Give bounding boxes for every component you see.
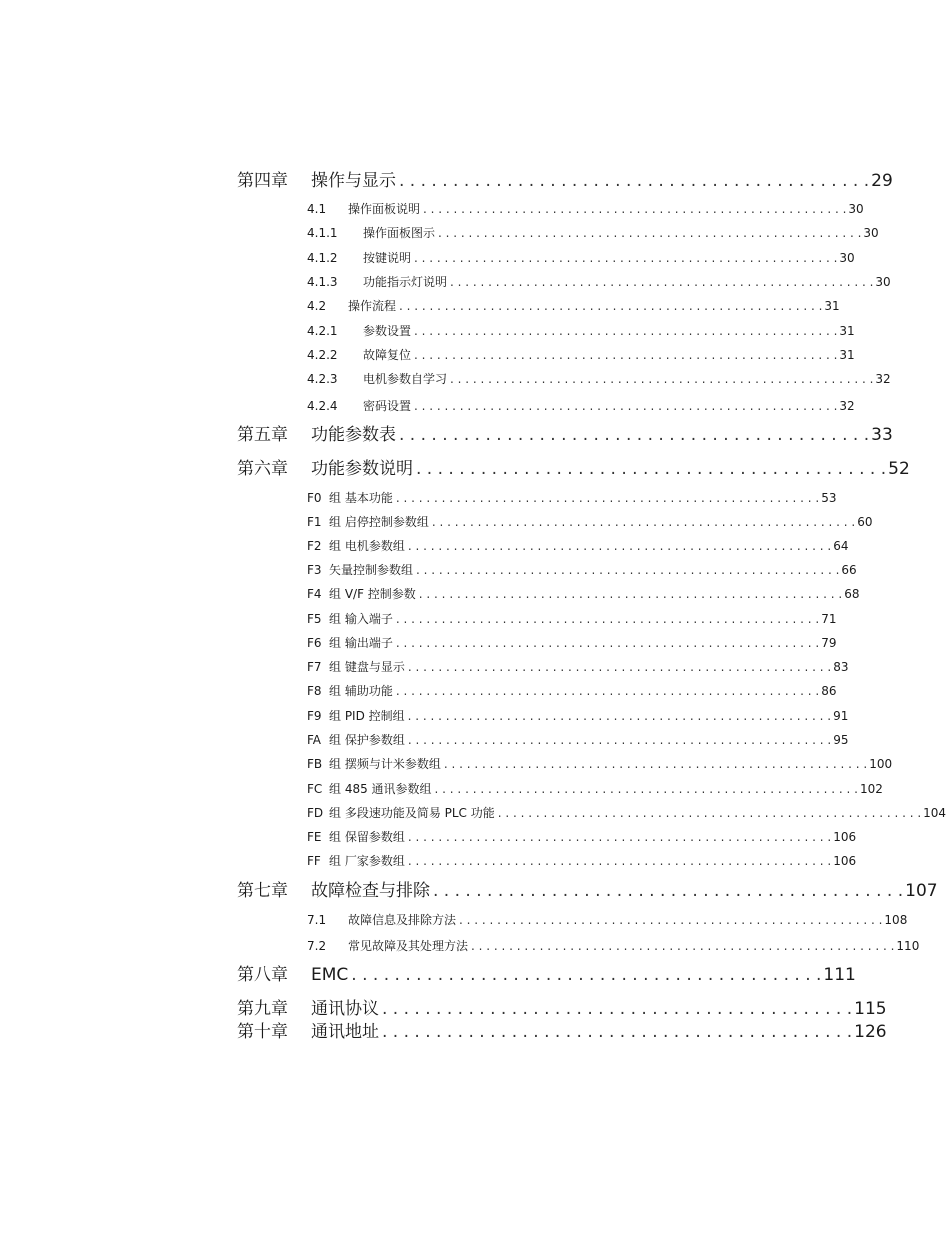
dot-leader: . . . . . . . . . . . . . . . . . . . . . . . . . . . . . . . . . . . . . . . . . . . . . . . . . . . . . . . . <box>497 806 922 820</box>
toc-chapter-entry[interactable] <box>237 994 887 1019</box>
toc-section-entry[interactable] <box>307 489 837 506</box>
toc-section-entry[interactable] <box>307 585 860 602</box>
toc-entry-title: 组 辅助功能 <box>329 684 393 698</box>
toc-entry-number: 4.2.1 <box>307 324 338 338</box>
toc-entry-number: F6 <box>307 636 322 650</box>
dot-leader: . . . . . . . . . . . . . . . . . . . . . . . . . . . . . . . . . . . . . . . . . . . . . . . . . . . . . . . . <box>459 913 883 927</box>
toc-entry-page: 32 <box>839 399 855 413</box>
toc-entry-page: 33 <box>871 425 893 445</box>
dot-leader: . . . . . . . . . . . . . . . . . . . . . . . . . . . . . . . . . . . . . . . . . . . . . . . . . . . . . . . . <box>407 733 832 747</box>
toc-entry-number: FD <box>307 806 324 820</box>
toc-section-entry[interactable] <box>307 610 837 627</box>
toc-entry-title: 电机参数自学习 <box>363 372 448 386</box>
toc-entry-page: 30 <box>863 226 879 240</box>
dot-leader: . . . . . . . . . . . . . . . . . . . . . . . . . . . . . . . . . . . . . . . . . . . . . . . . . . . . . . . . <box>418 587 843 601</box>
toc-section-entry[interactable] <box>307 937 920 954</box>
dot-leader: . . . . . . . . . . . . . . . . . . . . . . . . . . . . . . . . . . . . . . . . . . . . . . . . . . . . . . . . <box>416 563 840 577</box>
dot-leader: . . . . . . . . . . . . . . . . . . . . . . . . . . . . . . . . . . . . . . . . . . . . . . . . . . . . . . . . <box>434 782 858 796</box>
dot-leader: . . . . . . . . . . . . . . . . . . . . . . . . . . . . . . . . . . . . . . . . . . . . . . . . . . . . . . . . <box>471 939 895 953</box>
toc-chapter-entry[interactable] <box>237 454 910 479</box>
toc-entry-page: 106 <box>833 830 857 844</box>
dot-leader: . . . . . . . . . . . . . . . . . . . . . . . . . . . . . . . . . . . . . . . . . . . . . . . . . . . . . . . . <box>414 251 838 265</box>
toc-section-entry[interactable] <box>307 731 849 748</box>
toc-entry-number: 第六章 <box>237 459 288 479</box>
toc-entry-number: F4 <box>307 587 322 601</box>
toc-section-entry[interactable] <box>307 513 873 530</box>
toc-entry-number: 4.2 <box>307 299 327 313</box>
toc-entry-page: 86 <box>821 684 837 698</box>
toc-entry-page: 91 <box>833 709 849 723</box>
toc-section-entry[interactable] <box>307 346 855 363</box>
toc-entry-title: 操作流程 <box>348 299 397 313</box>
toc-entry-page: 107 <box>905 881 938 901</box>
toc-entry-title: 操作面板说明 <box>348 202 421 216</box>
toc-section-entry[interactable] <box>307 537 849 554</box>
toc-entry-number: 第五章 <box>237 425 288 445</box>
toc-entry-page: 30 <box>875 275 891 289</box>
toc-entry-page: 53 <box>821 491 837 505</box>
toc-entry-title: 组 电机参数组 <box>329 539 405 553</box>
toc-entry-title: 组 键盘与显示 <box>329 660 405 674</box>
toc-entry-page: 32 <box>875 372 891 386</box>
toc-section-entry[interactable] <box>307 658 849 675</box>
toc-chapter-entry[interactable] <box>237 166 893 191</box>
toc-entry-title: 故障信息及排除方法 <box>348 913 457 927</box>
toc-entry-number: F1 <box>307 515 322 529</box>
toc-entry-title: 组 PID 控制组 <box>329 709 405 723</box>
toc-entry-number: FC <box>307 782 323 796</box>
toc-entry-title: 功能参数表 <box>311 425 396 445</box>
toc-entry-page: 115 <box>854 999 887 1019</box>
toc-entry-title: 组 输入端子 <box>329 612 393 626</box>
toc-chapter-entry[interactable] <box>237 876 938 901</box>
toc-entry-number: 第八章 <box>237 965 288 985</box>
dot-leader: . . . . . . . . . . . . . . . . . . . . . . . . . . . . . . . . . . . . . . . . . . . . <box>416 459 887 479</box>
toc-entry-number: FA <box>307 733 322 747</box>
toc-entry-title: 参数设置 <box>363 324 412 338</box>
toc-section-entry[interactable] <box>307 224 879 241</box>
toc-entry-page: 64 <box>833 539 849 553</box>
dot-leader: . . . . . . . . . . . . . . . . . . . . . . . . . . . . . . . . . . . . . . . . . . . . . . . . . . . . . . . . <box>407 709 832 723</box>
toc-section-entry[interactable] <box>307 322 855 339</box>
dot-leader: . . . . . . . . . . . . . . . . . . . . . . . . . . . . . . . . . . . . . . . . . . . . . . . . . . . . . . . . <box>450 372 874 386</box>
toc-entry-page: 102 <box>859 782 883 796</box>
toc-entry-page: 83 <box>833 660 849 674</box>
toc-entry-number: 第七章 <box>237 881 288 901</box>
dot-leader: . . . . . . . . . . . . . . . . . . . . . . . . . . . . . . . . . . . . . . . . . . . . . . . . . . . . . . . . <box>431 515 856 529</box>
toc-entry-number: 4.1 <box>307 202 327 216</box>
toc-entry-title: 组 保护参数组 <box>329 733 405 747</box>
toc-chapter-entry[interactable] <box>237 420 893 445</box>
toc-entry-number: 4.1.1 <box>307 226 338 240</box>
dot-leader: . . . . . . . . . . . . . . . . . . . . . . . . . . . . . . . . . . . . . . . . . . . . . . . . . . . . . . . . <box>450 275 874 289</box>
toc-entry-page: 30 <box>848 202 864 216</box>
dot-leader: . . . . . . . . . . . . . . . . . . . . . . . . . . . . . . . . . . . . . . . . . . . . . . . . . . . . . . . . <box>438 226 862 240</box>
toc-section-entry[interactable] <box>307 755 893 772</box>
dot-leader: . . . . . . . . . . . . . . . . . . . . . . . . . . . . . . . . . . . . . . . . . . . . . . . . . . . . . . . . <box>395 684 820 698</box>
toc-entry-page: 29 <box>871 171 893 191</box>
toc-entry-number: F3 <box>307 563 322 577</box>
toc-entry-title: 组 启停控制参数组 <box>329 515 429 529</box>
toc-section-entry[interactable] <box>307 249 855 266</box>
toc-section-entry[interactable] <box>307 297 840 314</box>
toc-entry-number: 4.2.4 <box>307 399 338 413</box>
toc-entry-number: 4.2.3 <box>307 372 338 386</box>
toc-entry-title: 常见故障及其处理方法 <box>348 939 469 953</box>
dot-leader: . . . . . . . . . . . . . . . . . . . . . . . . . . . . . . . . . . . . . . . . . . . . . . . . . . . . . . . . <box>414 348 838 362</box>
toc-entry-title: 组 摆频与计米参数组 <box>329 757 441 771</box>
toc-entry-number: 4.1.3 <box>307 275 338 289</box>
toc-entry-number: 7.2 <box>307 939 327 953</box>
toc-entry-page: 95 <box>833 733 849 747</box>
toc-entry-number: 第十章 <box>237 1022 288 1042</box>
toc-entry-page: 100 <box>869 757 893 771</box>
toc-section-entry[interactable] <box>307 707 849 724</box>
toc-entry-page: 52 <box>888 459 910 479</box>
toc-entry-page: 106 <box>833 854 857 868</box>
toc-entry-number: F0 <box>307 491 322 505</box>
dot-leader: . . . . . . . . . . . . . . . . . . . . . . . . . . . . . . . . . . . . . . . . . . . . . . . . . . . . . . . . <box>414 399 838 413</box>
toc-entry-number: 4.1.2 <box>307 251 338 265</box>
toc-entry-title: 组 输出端子 <box>329 636 393 650</box>
toc-entry-number: F8 <box>307 684 322 698</box>
dot-leader: . . . . . . . . . . . . . . . . . . . . . . . . . . . . . . . . . . . . . . . . . . . . . . . . . . . . . . . . <box>407 854 832 868</box>
toc-entry-title: 组 保留参数组 <box>329 830 405 844</box>
toc-entry-title: EMC <box>311 965 349 985</box>
dot-leader: . . . . . . . . . . . . . . . . . . . . . . . . . . . . . . . . . . . . . . . . . . . . <box>351 965 822 985</box>
toc-entry-number: FE <box>307 830 322 844</box>
dot-leader: . . . . . . . . . . . . . . . . . . . . . . . . . . . . . . . . . . . . . . . . . . . . . . . . . . . . . . . . <box>395 491 820 505</box>
toc-section-entry[interactable] <box>307 682 837 699</box>
toc-entry-number: FB <box>307 757 323 771</box>
dot-leader: . . . . . . . . . . . . . . . . . . . . . . . . . . . . . . . . . . . . . . . . . . . . <box>382 999 853 1019</box>
toc-section-entry[interactable] <box>307 370 891 387</box>
toc-entry-page: 71 <box>821 612 837 626</box>
dot-leader: . . . . . . . . . . . . . . . . . . . . . . . . . . . . . . . . . . . . . . . . . . . . . . . . . . . . . . . . <box>407 660 832 674</box>
toc-section-entry[interactable] <box>307 634 837 651</box>
toc-chapter-entry[interactable] <box>237 960 856 985</box>
toc-entry-page: 79 <box>821 636 837 650</box>
toc-entry-page: 110 <box>896 939 920 953</box>
toc-entry-number: F7 <box>307 660 322 674</box>
dot-leader: . . . . . . . . . . . . . . . . . . . . . . . . . . . . . . . . . . . . . . . . . . . . <box>399 425 870 445</box>
toc-section-entry[interactable] <box>307 273 891 290</box>
toc-entry-title: 通讯地址 <box>311 1022 379 1042</box>
dot-leader: . . . . . . . . . . . . . . . . . . . . . . . . . . . . . . . . . . . . . . . . . . . . <box>433 881 904 901</box>
toc-entry-title: 组 厂家参数组 <box>329 854 405 868</box>
dot-leader: . . . . . . . . . . . . . . . . . . . . . . . . . . . . . . . . . . . . . . . . . . . . . . . . . . . . . . . . <box>443 757 868 771</box>
dot-leader: . . . . . . . . . . . . . . . . . . . . . . . . . . . . . . . . . . . . . . . . . . . . . . . . . . . . . . . . <box>399 299 823 313</box>
toc-entry-title: 通讯协议 <box>311 999 379 1019</box>
toc-entry-title: 矢量控制参数组 <box>329 563 414 577</box>
toc-entry-page: 31 <box>839 348 855 362</box>
toc-section-entry[interactable] <box>307 397 855 414</box>
toc-entry-title: 组 基本功能 <box>329 491 393 505</box>
dot-leader: . . . . . . . . . . . . . . . . . . . . . . . . . . . . . . . . . . . . . . . . . . . . . . . . . . . . . . . . <box>423 202 847 216</box>
toc-entry-title: 密码设置 <box>363 399 412 413</box>
dot-leader: . . . . . . . . . . . . . . . . . . . . . . . . . . . . . . . . . . . . . . . . . . . . . . . . . . . . . . . . <box>407 830 832 844</box>
toc-entry-title: 按键说明 <box>363 251 412 265</box>
dot-leader: . . . . . . . . . . . . . . . . . . . . . . . . . . . . . . . . . . . . . . . . . . . . <box>382 1022 853 1042</box>
toc-entry-page: 126 <box>854 1022 887 1042</box>
dot-leader: . . . . . . . . . . . . . . . . . . . . . . . . . . . . . . . . . . . . . . . . . . . . . . . . . . . . . . . . <box>407 539 832 553</box>
toc-entry-number: 4.2.2 <box>307 348 338 362</box>
toc-chapter-entry[interactable] <box>237 1017 887 1042</box>
toc-section-entry[interactable] <box>307 561 857 578</box>
toc-entry-title: 操作与显示 <box>311 171 396 191</box>
toc-entry-title: 故障复位 <box>363 348 412 362</box>
toc-entry-title: 功能参数说明 <box>311 459 413 479</box>
toc-entry-title: 组 多段速功能及简易 PLC 功能 <box>329 806 495 820</box>
toc-entry-page: 66 <box>841 563 857 577</box>
toc-entry-number: F5 <box>307 612 322 626</box>
toc-entry-page: 31 <box>824 299 840 313</box>
toc-section-entry[interactable] <box>307 804 946 821</box>
toc-section-entry[interactable] <box>307 200 864 217</box>
dot-leader: . . . . . . . . . . . . . . . . . . . . . . . . . . . . . . . . . . . . . . . . . . . . . . . . . . . . . . . . <box>414 324 838 338</box>
toc-entry-title: 故障检查与排除 <box>311 881 430 901</box>
toc-entry-number: 第四章 <box>237 171 288 191</box>
toc-section-entry[interactable] <box>307 852 857 869</box>
toc-entry-title: 组 485 通讯参数组 <box>329 782 432 796</box>
toc-entry-page: 108 <box>884 913 908 927</box>
toc-section-entry[interactable] <box>307 911 908 928</box>
toc-entry-title: 操作面板图示 <box>363 226 436 240</box>
dot-leader: . . . . . . . . . . . . . . . . . . . . . . . . . . . . . . . . . . . . . . . . . . . . . . . . . . . . . . . . <box>395 636 820 650</box>
toc-entry-page: 31 <box>839 324 855 338</box>
toc-entry-page: 111 <box>823 965 856 985</box>
toc-entry-page: 104 <box>923 806 946 820</box>
toc-entry-title: 功能指示灯说明 <box>363 275 448 289</box>
toc-entry-number: F2 <box>307 539 322 553</box>
dot-leader: . . . . . . . . . . . . . . . . . . . . . . . . . . . . . . . . . . . . . . . . . . . . . . . . . . . . . . . . <box>395 612 820 626</box>
toc-entry-number: F9 <box>307 709 322 723</box>
toc-section-entry[interactable] <box>307 828 857 845</box>
toc-entry-page: 30 <box>839 251 855 265</box>
toc-entry-page: 60 <box>857 515 873 529</box>
toc-entry-number: FF <box>307 854 321 868</box>
toc-section-entry[interactable] <box>307 780 883 797</box>
dot-leader: . . . . . . . . . . . . . . . . . . . . . . . . . . . . . . . . . . . . . . . . . . . . <box>399 171 870 191</box>
toc-entry-title: 组 V/F 控制参数 <box>329 587 416 601</box>
toc-entry-number: 7.1 <box>307 913 327 927</box>
toc-entry-page: 68 <box>844 587 860 601</box>
toc-entry-number: 第九章 <box>237 999 288 1019</box>
